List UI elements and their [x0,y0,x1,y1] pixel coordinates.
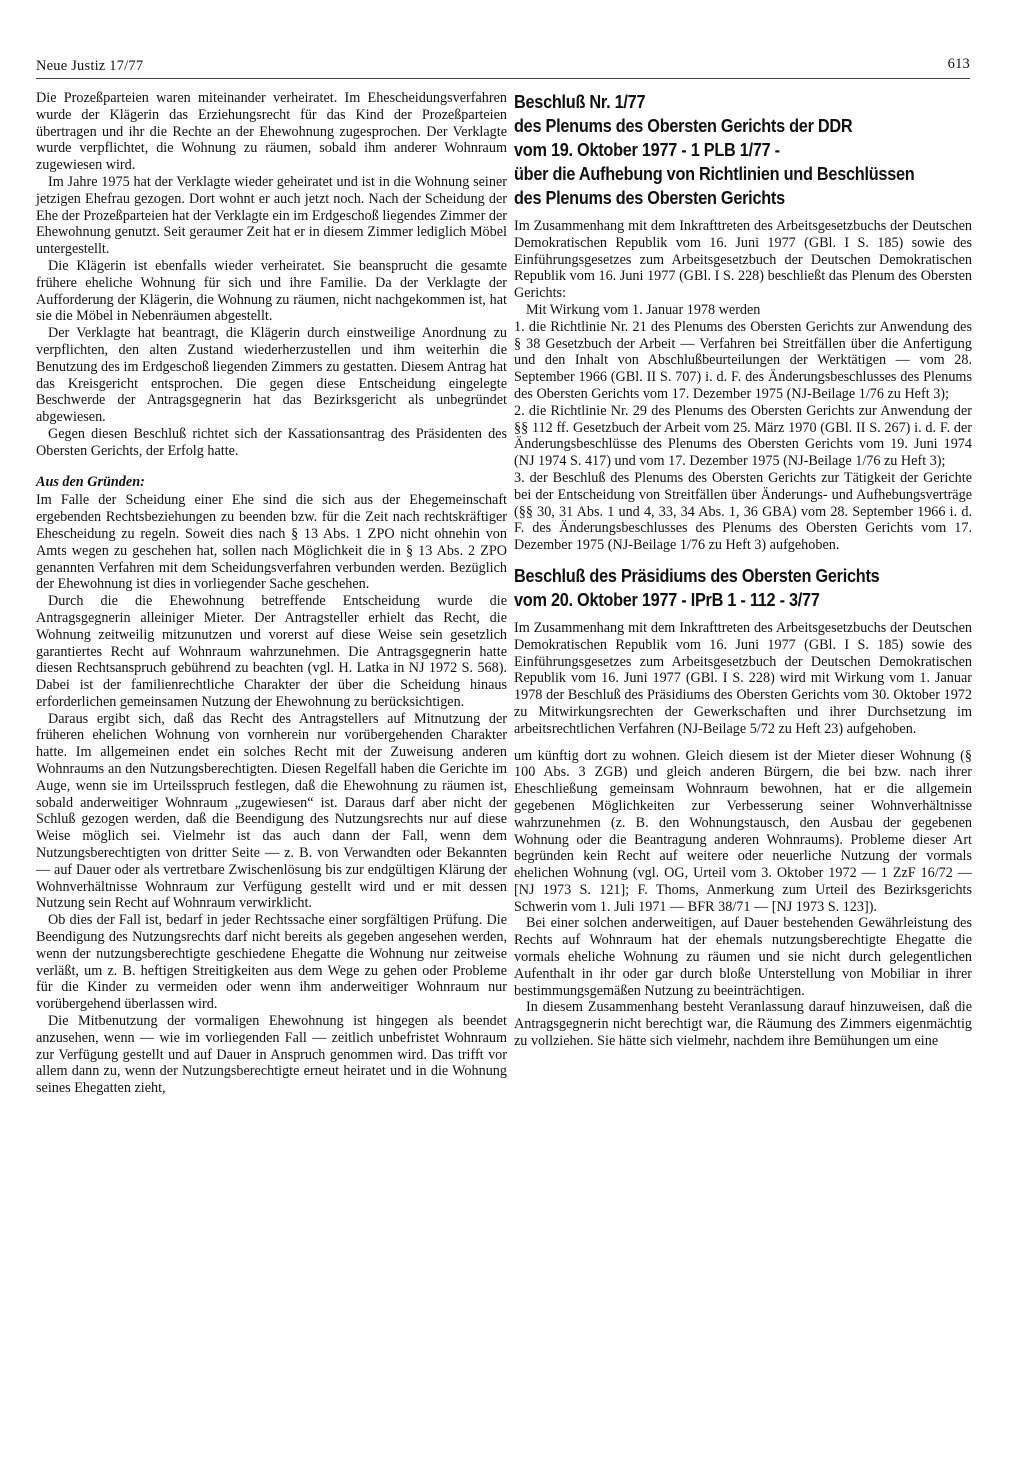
section-heading: Aus den Gründen: [36,473,145,490]
right-column [514,90,972,1050]
paragraph: Bei einer solchen anderweitigen, auf Dauer bestehenden Gewährleistung des Rechts auf Wohnraum hat der ehemals nutzungsberechtigte Ehegatte die vormals eheliche Wohnung zu räumen und sie nicht durch gelegentlichen Aufenthalt in ihr oder gar durch bloße Unterstellung von Mobiliar in ihrer bestimmungsgemäßen Nutzung zu beeinträchtigen. [514,915,972,999]
decree-title-line: über die Aufhebung von Richtlinien und Beschlüssen [514,163,915,184]
paragraph: Mit Wirkung vom 1. Januar 1978 werden [526,301,761,318]
paragraph: Die Mitbenutzung der vormaligen Ehewohnung ist hingegen als beendet anzusehen, wenn — wie im vorliegenden Fall — zeitlich unbefristet Wohnraum zur Verfügung gestellt und auf Dauer in Anspruch genommen wird. Das trifft vor allem dann zu, wenn der Nutzungsberechtigte erneut heiratet und in die Wohnung seines Ehegatten zieht, [36,1013,507,1097]
paragraph: Die Klägerin ist ebenfalls wieder verheiratet. Sie beansprucht die gesamte frühere eheliche Wohnung für sich und ihre Familie. Da der Verklagte der Aufforderung der Klägerin, die Wohnung zu räumen, nicht nachgekommen ist, hat sie die Möbel in Nebenräumen abgestellt. [36,257,507,325]
decree-title-line: vom 20. Oktober 1977 - IPrB 1 - 112 - 3/77 [514,588,820,610]
page-header [36,56,970,78]
header-rule [36,78,970,79]
paragraph: Daraus ergibt sich, daß das Recht des Antragstellers auf Mitnutzung der früheren ehelichen Wohnung von vornherein nur vorübergehenden Charakter hatte. Im allgemeinen endet ein solches Recht mit der Zuweisung anderen Wohnraums an den Nutzungsberechtigten. Diesen Regelfall haben die Gerichte im Auge, wenn sie im Urteilsspruch festlegen, daß die Ehewohnung zu räumen ist, sobald anderweitiger Wohnraum „zugewiesen“ ist. Daraus darf aber nicht der Schluß gezogen werden, daß die Beendigung des Nutzungsrechts nur auf diese Weise möglich sei. Vielmehr ist das auch dann der Fall, wenn dem Nutzungsberechtigten von dritter Seite — z. B. von Verwandten oder Bekannten — auf Dauer oder als vertretbare Zwischenlösung bis zur endgültigen Klärung der Wohnverhältnisse Wohnraum zur Verfügung gestellt wird und er mit dessen Nutzung sein Recht auf Wohnraum verwirklicht. [36,710,507,912]
paragraph: Im Falle der Scheidung einer Ehe sind die sich aus der Ehegemeinschaft ergebenden Rechtsbeziehungen zu beenden bzw. für die Zeit nach rechtskräftiger Ehescheidung zu regeln. Soweit dies nach § 13 Abs. 1 ZPO nicht ohnehin von Amts wegen zu geschehen hat, sollen nach Möglichkeit die in § 13 Abs. 2 ZPO genannten Verfahren mit dem Scheidungsverfahren verbunden werden. Bezüglich der Ehewohnung ist dies in vorliegender Sache geschehen. [36,492,507,593]
paragraph: In diesem Zusammenhang besteht Veranlassung darauf hinzuweisen, daß die Antragsgegnerin nicht berechtigt war, die Räumung des Zimmers eigenmächtig zu vollziehen. Sie hätte sich vielmehr, nachdem ihre Bemühungen um eine [514,999,972,1050]
page-number: 613 [947,56,970,72]
paragraph: Gegen diesen Beschluß richtet sich der Kassationsantrag des Präsidenten des Obersten Gerichts, der Erfolg hatte. [36,425,507,459]
decree-title-line: vom 19. Oktober 1977 - 1 PLB 1/77 - [514,139,780,160]
list-item: 3. der Beschluß des Plenums des Obersten Gerichts zur Tätigkeit der Gerichte bei der Entscheidung von Streitfällen über Änderungs- und Aufhebungsverträge (§§ 30, 31 Abs. 1 und 4, 33, 34 Abs. 1, 36 GBA) vom 28. September 1966 i. d. F. des Änderungsbeschlusses des Plenums des Obersten Gerichts vom 17. Dezember 1975 (NJ-Beilage 1/76 zu Heft 3) aufgehoben. [514,469,972,554]
spacer [514,738,972,748]
decree-title-line: Beschluß Nr. 1/77 [514,91,646,112]
paragraph: Durch die die Ehewohnung betreffende Entscheidung wurde die Antragsgegnerin alleiniger Mieter. Der Antragsteller erhielt das Recht, die Wohnung zeitweilig mitzunutzen und vorerst auf diese Weise sein gesetzlich garantiertes Recht auf Wohnraum wahrzunehmen. Die Antragsgegnerin hatte diesen Rechtsanspruch gebührend zu beachten (vgl. H. Latka in NJ 1972 S. 568). Dabei ist der familienrechtliche Charakter der über die Scheidung hinaus erforderlichen gemeinsamen Nutzung der Ehewohnung zu berücksichtigen. [36,593,507,710]
decree-title [514,90,972,210]
list-item: 1. die Richtlinie Nr. 21 des Plenums des Obersten Gerichts zur Anwendung des § 38 Gesetzbuch der Arbeit — Verfahren bei Streitfällen über die Anfertigung und den Inhalt von Abschlußbeurteilungen der Werktätigen — vom 28. September 1966 (GBl. II S. 707) i. d. F. des Änderungsbeschlusses des Plenums des Obersten Gerichts vom 17. Dezember 1975 (NJ-Beilage 1/76 zu Heft 3); [514,318,972,402]
list-item: 2. die Richtlinie Nr. 29 des Plenums des Obersten Gerichts zur Anwendung der §§ 112 ff. Gesetzbuch der Arbeit vom 25. März 1970 (GBl. II S. 267) i. d. F. der Änderungsbeschlüsse des Plenums des Obersten Gerichts vom 19. Juni 1974 (NJ 1974 S. 417) und vom 17. Dezember 1975 (NJ-Beilage 1/76 zu Heft 3); [514,402,972,470]
left-column [36,90,507,1097]
paragraph: Im Jahre 1975 hat der Verklagte wieder geheiratet und ist in die Wohnung seiner jetzigen Ehefrau gezogen. Dort wohnt er auch jetzt noch. Nach der Scheidung der Ehe der Prozeßparteien hat der Verklagte ein im Erdgeschoß liegendes Zimmer der Ehewohnung genutzt. Seit geraumer Zeit hat er in diesem Zimmer lediglich Möbel untergestellt. [36,173,507,258]
decree-title-line: des Plenums des Obersten Gerichts [514,187,785,208]
paragraph: Im Zusammenhang mit dem Inkrafttreten des Arbeitsgesetzbuchs der Deutschen Demokratischen Republik vom 16. Juni 1977 (GBl. I S. 185) sowie des Einführungsgesetzes zum Arbeitsgesetzbuch der Deutschen Demokratischen Republik vom 16. Juni 1977 (GBl. I S. 228) beschließt das Plenum des Obersten Gerichts: [514,218,972,302]
decree-title-line: des Plenums des Obersten Gerichts der DDR [514,115,853,136]
decree-title-line: Beschluß des Präsidiums des Obersten Gerichts [514,564,880,586]
paragraph: Im Zusammenhang mit dem Inkrafttreten des Arbeitsgesetzbuchs der Deutschen Demokratischen Republik vom 16. Juni 1977 (GBl. I S. 185) sowie des Einführungsgesetzes zum Arbeitsgesetzbuch der Deutschen Demokratischen Republik vom 16. Juni 1977 (GBl. I S. 228) wird mit Wirkung vom 1. Januar 1978 der Beschluß des Präsidiums des Obersten Gerichts vom 30. Oktober 1972 zu Mitwirkungsrechten der Gewerkschaften und ihrer Durchsetzung im arbeitsrechtlichen Verfahren (NJ-Beilage 5/72 zu Heft 23) aufgehoben. [514,619,972,737]
paragraph: um künftig dort zu wohnen. Gleich diesem ist der Mieter dieser Wohnung (§ 100 Abs. 3 ZGB) und gleich anderen Bürgern, die bei bzw. nach ihrer Eheschließung gemeinsam Wohnraum bewohnen, hat er die allgemein gegebenen Möglichkeiten zur Verbesserung seiner Wohnverhältnisse wahrzunehmen (z. B. den Wohnungstausch, den Ausbau der gegebenen Wohnung oder die Beantragung anderen Wohnraums). Probleme dieser Art begründen kein Recht auf weitere oder neuerliche Nutzung der vormals ehelichen Wohnung (vgl. OG, Urteil vom 3. Oktober 1972 — 1 ZzF 16/72 — [NJ 1973 S. 121]; F. Thoms, Anmerkung zum Urteil des Bezirksgerichts Schwerin vom 1. Juli 1971 — BFR 38/71 — [NJ 1973 S. 123]). [514,747,972,915]
decree-title [514,564,972,612]
paragraph: Ob dies der Fall ist, bedarf in jeder Rechtssache einer sorgfältigen Prüfung. Die Beendigung des Nutzungsrechts darf nicht bereits als gegeben angesehen werden, wenn der nutzungsberechtigte geschiedene Ehegatte die Wohnung nur zeitweise verläßt, um z. B. heftigen Streitigkeiten aus dem Wege zu gehen oder Probleme für die Kinder zu vermeiden oder wenn ihm anderweitiger Wohnraum nur vorübergehend überlassen wird. [36,912,507,1013]
paragraph: Die Prozeßparteien waren miteinander verheiratet. Im Ehescheidungsverfahren wurde der Klägerin das Erziehungsrecht für das Kind der Prozeßparteien übertragen und ihr die Rechte an der Ehewohnung zugesprochen. Der Verklagte wurde verpflichtet, die Wohnung zu räumen, sobald ihm anderer Wohnraum zugewiesen wird. [36,90,507,174]
paragraph: Der Verklagte hat beantragt, die Klägerin durch einstweilige Anordnung zu verpflichten, den alten Zustand wiederherzustellen und ihm weiterhin die Benutzung des im Erdgeschoß liegenden Zimmers zu gestatten. Diesem Antrag hat das Kreisgericht entsprochen. Die gegen diese Entscheidung eingelegte Beschwerde der Antragsgegnerin hat das Bezirksgericht als unbegründet abgewiesen. [36,325,507,426]
journal-title: Neue Justiz 17/77 [36,58,144,74]
